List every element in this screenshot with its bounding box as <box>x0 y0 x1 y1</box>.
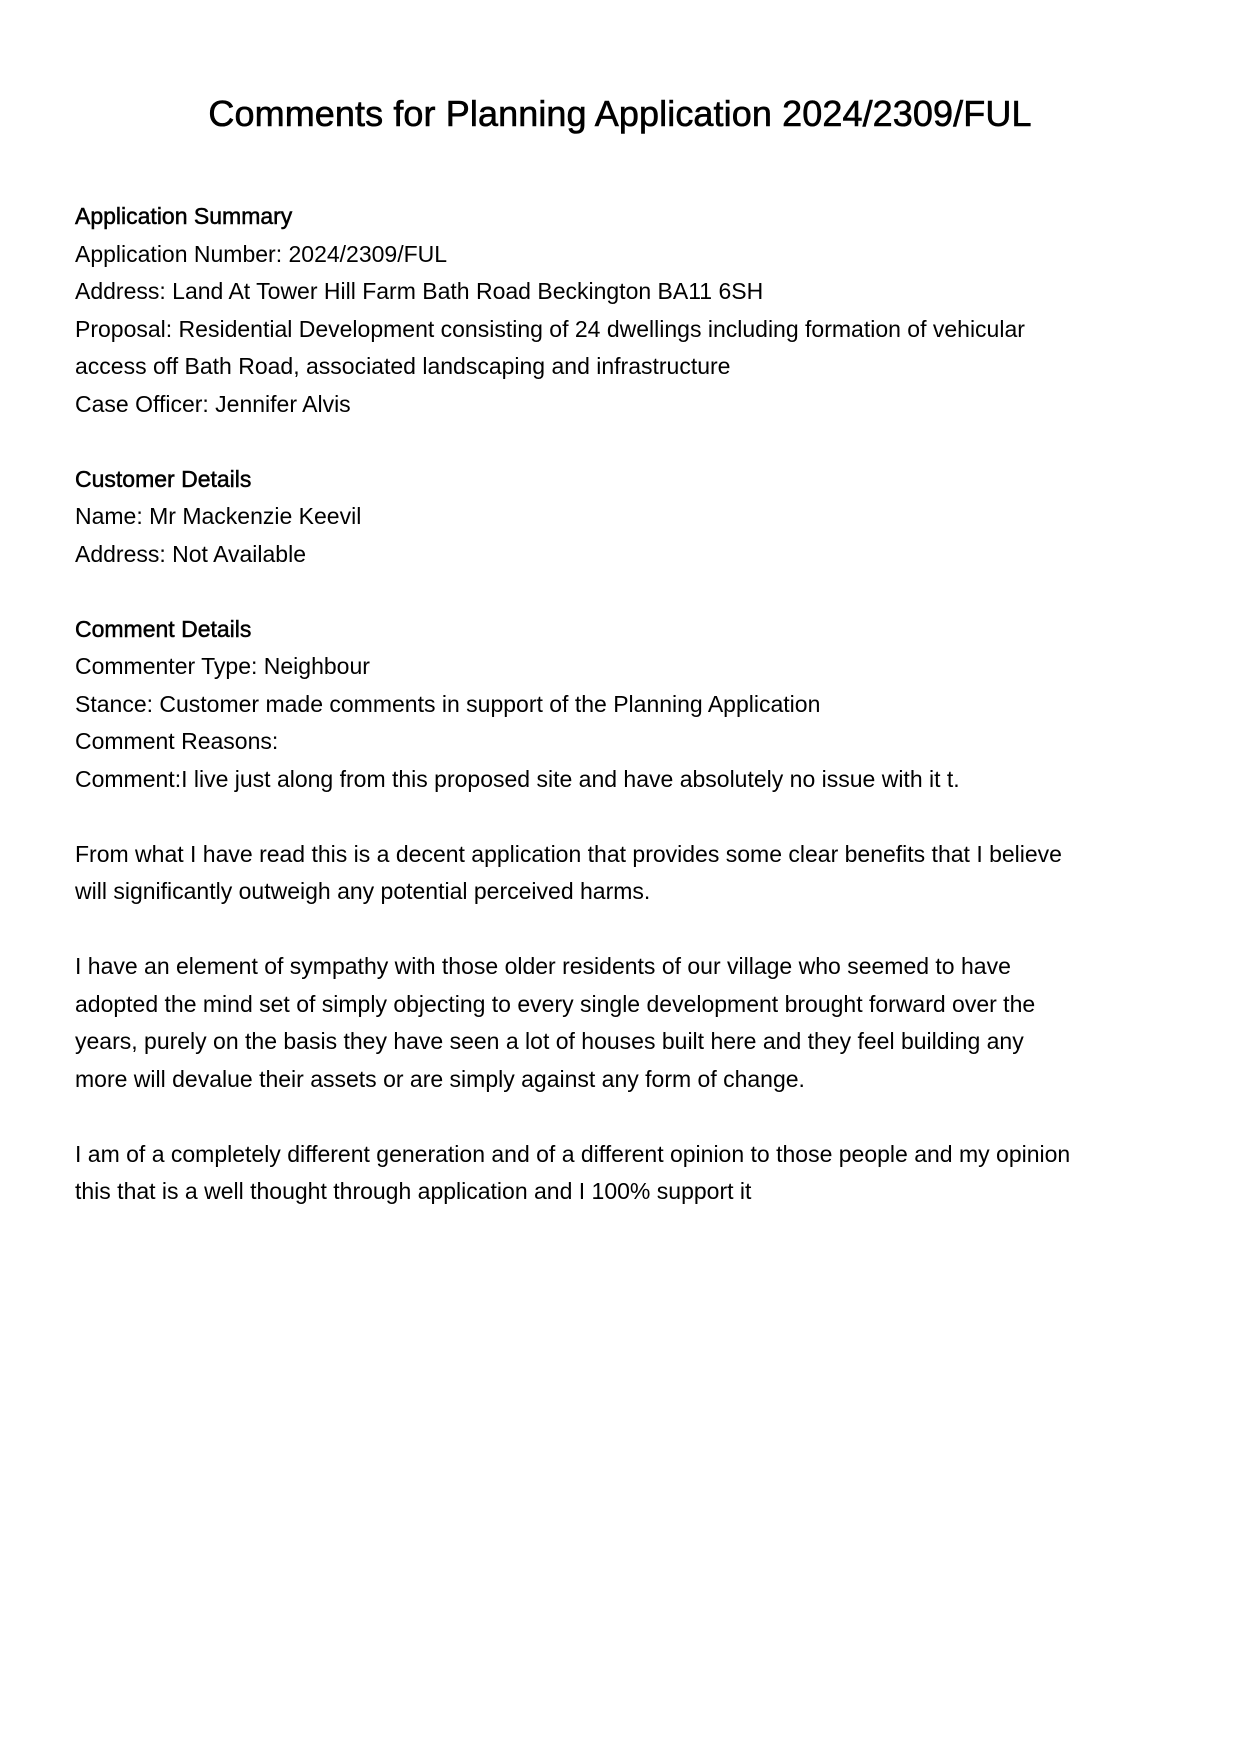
proposal-line-2: access off Bath Road, associated landscaping and infrastructure <box>75 353 731 379</box>
paragraph-spacer <box>75 798 1175 836</box>
case-officer: Case Officer: Jennifer Alvis <box>75 390 351 417</box>
comment-paragraph-2-line-2: adopted the mind set of simply objecting to every single development brought forward over the <box>75 990 1036 1017</box>
application-summary-section <box>75 198 1175 423</box>
paragraph-spacer <box>75 911 1175 949</box>
comment-paragraph-3-line-2: this that is a well thought through application and I 100% support it <box>75 1178 752 1204</box>
application-number: Application Number: 2024/2309/FUL <box>75 240 448 267</box>
comment-paragraph-2-line-1: I have an element of sympathy with those older residents of our village who seemed to have <box>75 953 1011 979</box>
comment-paragraph-2-line-3: years, purely on the basis they have seen a lot of houses built here and they feel building any <box>75 1028 1024 1054</box>
comment-text: Comment:I live just along from this proposed site and have absolutely no issue with it t. <box>75 765 960 792</box>
customer-name: Name: Mr Mackenzie Keevil <box>75 503 362 529</box>
customer-details-heading: Customer Details <box>75 465 252 492</box>
customer-address: Address: Not Available <box>75 540 306 567</box>
comment-paragraph-3-line-1: I am of a completely different generation and of a different opinion to those people and my opinion <box>75 1140 1071 1167</box>
section-spacer <box>75 573 1175 611</box>
commenter-type: Commenter Type: Neighbour <box>75 653 370 679</box>
comment-details-section <box>75 611 1175 1211</box>
stance: Stance: Customer made comments in support of the Planning Application <box>75 690 821 717</box>
application-summary-heading: Application Summary <box>75 203 293 229</box>
comment-details-heading: Comment Details <box>75 615 252 642</box>
application-address: Address: Land At Tower Hill Farm Bath Road Beckington BA11 6SH <box>75 278 764 304</box>
comment-paragraph-1-line-1: From what I have read this is a decent application that provides some clear benefits that I believe <box>75 840 1062 867</box>
comment-paragraph-1-line-2: will significantly outweigh any potential perceived harms. <box>75 878 651 904</box>
proposal-line-1: Proposal: Residential Development consisting of 24 dwellings including formation of vehicular <box>75 315 1025 342</box>
paragraph-spacer <box>75 1098 1175 1136</box>
comment-reasons: Comment Reasons: <box>75 728 279 754</box>
comment-paragraph-2-line-4: more will devalue their assets or are simply against any form of change. <box>75 1065 805 1092</box>
section-spacer <box>75 423 1175 461</box>
document-body <box>75 198 1175 1211</box>
customer-details-section <box>75 461 1175 574</box>
page-title: Comments for Planning Application 2024/2309/FUL <box>208 93 1032 134</box>
